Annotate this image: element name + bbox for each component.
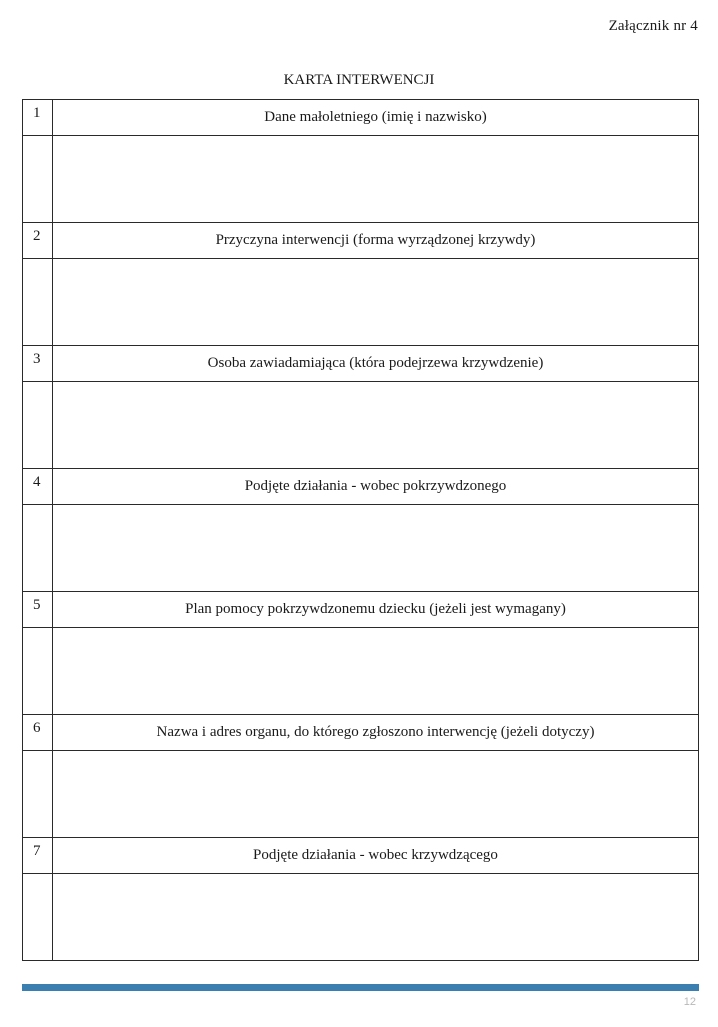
entry-field[interactable]: [53, 136, 699, 223]
section-header-row-1: [23, 100, 699, 136]
footer-bar: [22, 984, 699, 991]
section-header-row-5: [23, 592, 699, 628]
section-number: 4: [23, 469, 53, 505]
document-title: KARTA INTERWENCJI: [283, 72, 435, 88]
section-label: Podjęte działania - wobec krzywdzącego: [53, 838, 699, 874]
entry-field[interactable]: [53, 382, 699, 469]
section-entry-row-5: [23, 628, 699, 715]
entry-number-cell: [23, 628, 53, 715]
section-header-row-4: [23, 469, 699, 505]
section-header-row-7: [23, 838, 699, 874]
section-number: 5: [23, 592, 53, 628]
section-entry-row-4: [23, 505, 699, 592]
section-header-row-3: [23, 346, 699, 382]
section-header-row-2: [23, 223, 699, 259]
section-label: Osoba zawiadamiająca (która podejrzewa krzywdzenie): [53, 346, 699, 382]
section-entry-row-7: [23, 874, 699, 961]
section-entry-row-6: [23, 751, 699, 838]
page-number: 12: [683, 996, 696, 1008]
attachment-label: Załącznik nr 4: [608, 18, 698, 34]
entry-number-cell: [23, 505, 53, 592]
section-entry-row-2: [23, 259, 699, 346]
section-number: 3: [23, 346, 53, 382]
entry-number-cell: [23, 751, 53, 838]
section-label: Przyczyna interwencji (forma wyrządzonej krzywdy): [53, 223, 699, 259]
entry-number-cell: [23, 136, 53, 223]
section-label: Plan pomocy pokrzywdzonemu dziecku (jeżeli jest wymagany): [53, 592, 699, 628]
section-number: 2: [23, 223, 53, 259]
intervention-card-table: [22, 99, 699, 961]
section-header-row-6: [23, 715, 699, 751]
section-entry-row-3: [23, 382, 699, 469]
entry-field[interactable]: [53, 628, 699, 715]
entry-field[interactable]: [53, 751, 699, 838]
section-number: 6: [23, 715, 53, 751]
section-label: Dane małoletniego (imię i nazwisko): [53, 100, 699, 136]
entry-field[interactable]: [53, 874, 699, 961]
section-label: Podjęte działania - wobec pokrzywdzonego: [53, 469, 699, 505]
section-number: 7: [23, 838, 53, 874]
entry-number-cell: [23, 259, 53, 346]
section-entry-row-1: [23, 136, 699, 223]
entry-field[interactable]: [53, 505, 699, 592]
section-label: Nazwa i adres organu, do którego zgłoszono interwencję (jeżeli dotyczy): [53, 715, 699, 751]
section-number: 1: [23, 100, 53, 136]
entry-number-cell: [23, 874, 53, 961]
entry-field[interactable]: [53, 259, 699, 346]
entry-number-cell: [23, 382, 53, 469]
